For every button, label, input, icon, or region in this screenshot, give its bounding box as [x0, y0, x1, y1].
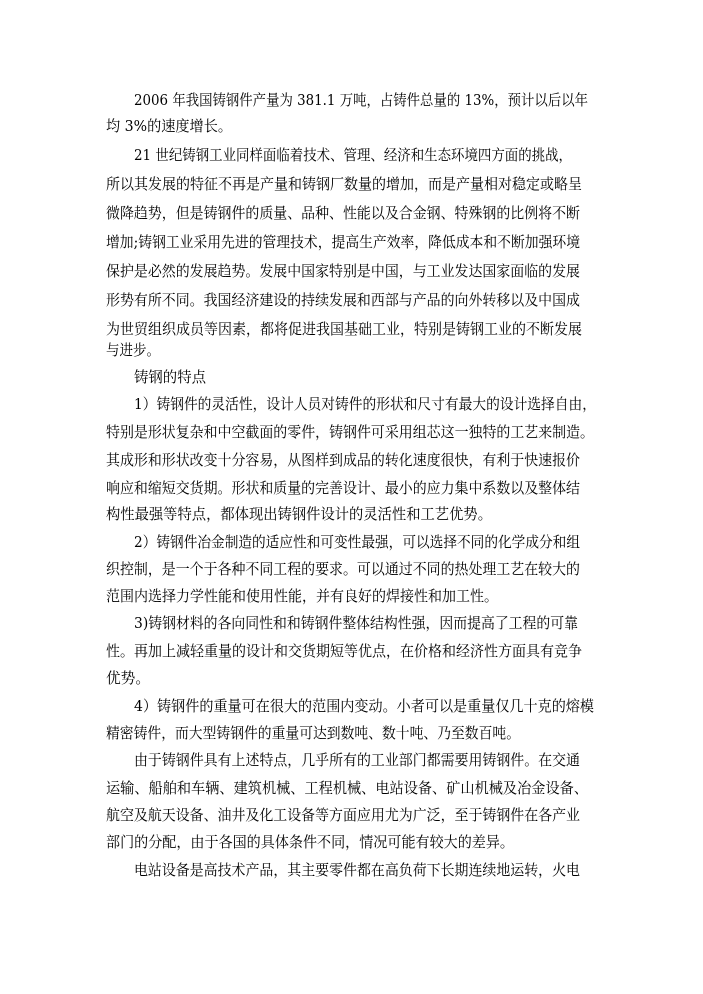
text-line: 部门的分配，由于各国的具体条件不同，情况可能有较大的差异。 [106, 833, 514, 851]
text-line: 2006 年我国铸钢件产量为 381.1 万吨，占铸件总量的 13%，预计以后以年 [134, 91, 588, 109]
text-line: 2）铸钢件冶金制造的适应性和可变性最强，可以选择不同的化学成分和组 [134, 533, 580, 551]
text-line: 精密铸件，而大型铸钢件的重量可达到数吨、数十吨、乃至数百吨。 [106, 724, 520, 742]
text-line: 范围内选择力学性能和使用性能，并有良好的焊接性和加工性。 [106, 587, 498, 605]
text-line: 响应和缩短交货期。形状和质量的完善设计、最小的应力集中系数以及整体结 [106, 479, 580, 497]
text-line: 形势有所不同。我国经济建设的持续发展和西部与产品的向外转移以及中国成 [106, 291, 580, 309]
text-line: 其成形和形状改变十分容易，从图样到成品的转化速度很快，有利于快速报价 [106, 451, 580, 469]
text-line: 与进步。 [106, 341, 160, 359]
section-heading: 铸钢的特点 [134, 368, 206, 386]
text-line: 21 世纪铸钢工业同样面临着技术、管理、经济和生态环境四方面的挑战， [134, 146, 572, 164]
text-line: 为世贸组织成员等因素，都将促进我国基础工业，特别是铸钢工业的不断发展 [106, 320, 582, 338]
text-line: 织控制，是一个于各种不同工程的要求。可以通过不同的热处理工艺在较大的 [106, 560, 580, 578]
text-line: 电站设备是高技术产品，其主要零件都在高负荷下长期连续地运转，火电 [134, 861, 580, 879]
text-line: 航空及航天设备、油井及化工设备等方面应用尤为广泛，至于铸钢件在各产业 [106, 806, 580, 824]
text-line: 特别是形状复杂和中空截面的零件，铸钢件可采用组芯这一独特的工艺来制造。 [106, 423, 594, 441]
text-line: 运输、船舶和车辆、建筑机械、工程机械、电站设备、矿山机械及冶金设备、 [106, 779, 588, 797]
text-line: 性。再加上减轻重量的设计和交货期短等优点，在价格和经济性方面具有竞争 [106, 642, 582, 660]
text-line: 由于铸钢件具有上述特点，几乎所有的工业部门都需要用铸钢件。在交通 [134, 751, 580, 769]
text-line: 增加;铸钢工业采用先进的管理技术，提高生产效率，降低成本和不断加强环境 [106, 233, 580, 251]
text-line: 均 3%的速度增长。 [106, 117, 232, 135]
text-line: 1）铸钢件的灵活性，设计人员对铸件的形状和尺寸有最大的设计选择自由， [134, 395, 596, 413]
text-line: 微降趋势，但是铸钢件的质量、品种、性能以及合金钢、特殊钢的比例将不断 [106, 204, 580, 222]
text-line: 构性最强等特点，都体现出铸钢件设计的灵活性和工艺优势。 [106, 505, 492, 523]
text-line: 3)铸钢材料的各向同性和和铸钢件整体结构性强，因而提高了工程的可靠 [134, 614, 578, 632]
text-line: 4）铸钢件的重量可在很大的范围内变动。小者可以是重量仅几十克的熔模 [134, 697, 594, 715]
text-line: 优势。 [106, 669, 150, 687]
text-line: 保护是必然的发展趋势。发展中国家特别是中国，与工业发达国家面临的发展 [106, 262, 580, 280]
text-line: 所以其发展的特征不再是产量和铸钢厂数量的增加，而是产量相对稳定或略呈 [106, 175, 582, 193]
